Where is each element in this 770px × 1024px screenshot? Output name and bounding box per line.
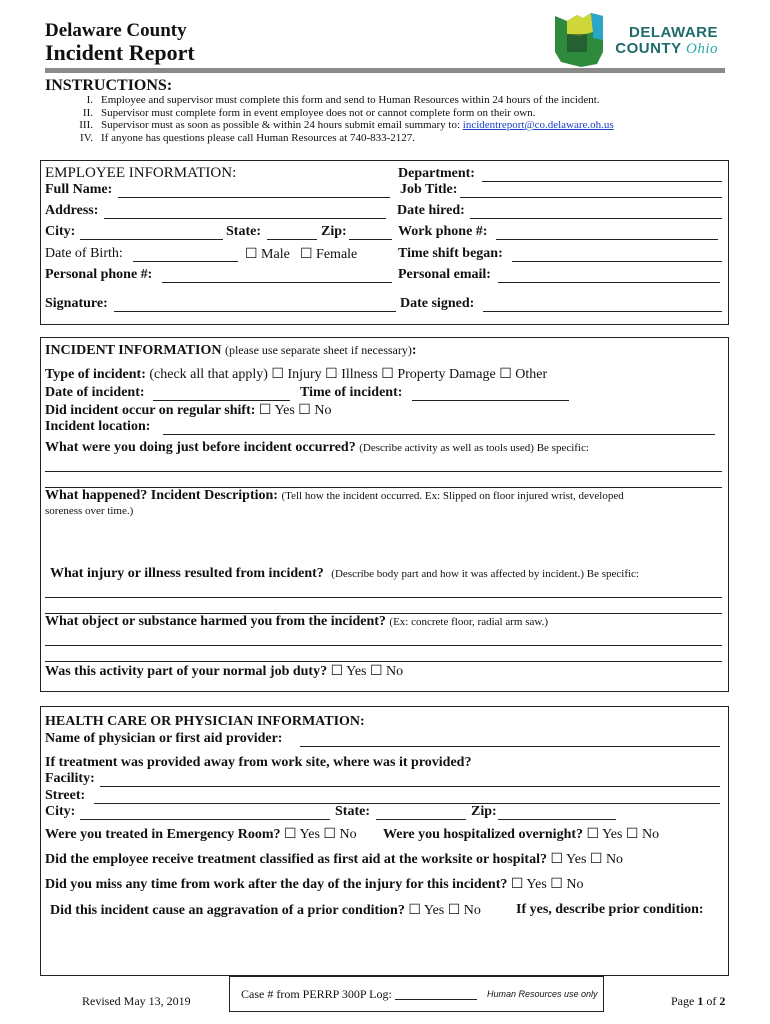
city-field[interactable] bbox=[80, 239, 223, 240]
revised-date: Revised May 13, 2019 bbox=[82, 994, 191, 1008]
address-label: Address: bbox=[45, 203, 99, 218]
incident-location-label: Incident location: bbox=[45, 419, 151, 434]
regular-shift-options[interactable]: ☐ Yes ☐ No bbox=[258, 403, 332, 418]
date-hired-field[interactable] bbox=[470, 218, 722, 219]
normal-duty-options[interactable]: ☐ Yes ☐ No bbox=[330, 664, 404, 679]
personal-phone-label: Personal phone #: bbox=[45, 267, 153, 282]
personal-email-field[interactable] bbox=[498, 282, 720, 283]
work-phone-label: Work phone #: bbox=[398, 224, 488, 239]
doing-answer-line[interactable] bbox=[45, 471, 722, 472]
prior-condition-label: If yes, describe prior condition: bbox=[516, 902, 704, 917]
zip-label: Zip: bbox=[321, 224, 347, 239]
dob-field[interactable] bbox=[133, 261, 238, 262]
email-link[interactable]: incidentreport@co.delaware.oh.us bbox=[462, 119, 614, 131]
zip-field[interactable] bbox=[349, 239, 392, 240]
health-zip-label: Zip: bbox=[471, 804, 497, 819]
er-options[interactable]: ☐ Yes ☐ No bbox=[284, 827, 357, 842]
date-incident-field[interactable] bbox=[153, 400, 290, 401]
personal-phone-field[interactable] bbox=[162, 282, 392, 283]
page-number: Page 1 of 2 bbox=[671, 994, 726, 1008]
er-row: Were you treated in Emergency Room? ☐ Yes ☐ No bbox=[45, 827, 357, 842]
department-label: Department: bbox=[398, 166, 475, 181]
logo-text-county: COUNTY Ohio bbox=[615, 40, 718, 57]
type-incident-options[interactable]: (check all that apply) ☐ Injury ☐ Illness ☐ Property Damage ☐ Other bbox=[149, 367, 548, 382]
happened-question: What happened? Incident Description: (Tell how the incident occurred. Ex: Slipped on floor injured wrist, developed bbox=[45, 488, 624, 503]
job-title-label: Job Title: bbox=[400, 182, 458, 197]
state-label: State: bbox=[226, 224, 261, 239]
facility-field[interactable] bbox=[100, 786, 720, 787]
type-incident-row: Type of incident: (check all that apply) ☐ Injury ☐ Illness ☐ Property Damage ☐ Other bbox=[45, 367, 548, 382]
regular-shift-row: Did incident occur on regular shift: ☐ Yes ☐ No bbox=[45, 403, 332, 418]
health-city-field[interactable] bbox=[80, 819, 330, 820]
normal-duty-row: Was this activity part of your normal job duty? ☐ Yes ☐ No bbox=[45, 664, 404, 679]
instruction-item: II. Supervisor must complete form in event employee does not or cannot complete form on their own. bbox=[82, 106, 536, 119]
case-number-field[interactable] bbox=[395, 999, 477, 1000]
instruction-item: IV. If anyone has questions please call Human Resources at 740-833-2127. bbox=[80, 131, 416, 144]
injury-answer-line[interactable] bbox=[45, 597, 722, 598]
first-aid-row: Did the employee receive treatment classified as first aid at the worksite or hospital? ☐ Yes ☐ No bbox=[45, 852, 624, 867]
happened-answer-area[interactable] bbox=[45, 520, 722, 565]
address-field[interactable] bbox=[104, 218, 386, 219]
case-number-label: Case # from PERRP 300P Log: bbox=[241, 987, 392, 1001]
hr-use-note: Human Resources use only bbox=[487, 989, 598, 999]
first-aid-options[interactable]: ☐ Yes ☐ No bbox=[550, 852, 624, 867]
county-title: Delaware County bbox=[45, 20, 187, 41]
instruction-item: I. Employee and supervisor must complete this form and send to Human Resources within 24 hours of the incident. bbox=[86, 94, 600, 106]
physician-field[interactable] bbox=[300, 746, 720, 747]
ohio-logo-icon bbox=[553, 12, 605, 68]
hospitalized-row: Were you hospitalized overnight? ☐ Yes ☐ No bbox=[383, 827, 660, 842]
state-field[interactable] bbox=[267, 239, 317, 240]
incident-location-field[interactable] bbox=[163, 434, 715, 435]
header-divider bbox=[45, 68, 725, 73]
time-incident-label: Time of incident: bbox=[300, 385, 403, 400]
date-hired-label: Date hired: bbox=[397, 203, 465, 218]
female-checkbox[interactable]: ☐ Female bbox=[300, 247, 358, 262]
department-field[interactable] bbox=[482, 181, 722, 182]
instructions-list bbox=[48, 94, 728, 144]
instruction-item: III. Supervisor must as soon as possible & within 24 hours submit email summary to: incidentreport@co.delaware.oh.us bbox=[79, 119, 614, 131]
aggravation-options[interactable]: ☐ Yes ☐ No bbox=[408, 903, 481, 918]
date-signed-label: Date signed: bbox=[400, 296, 475, 311]
date-incident-label: Date of incident: bbox=[45, 385, 145, 400]
logo-text-delaware: DELAWARE bbox=[628, 24, 718, 41]
street-field[interactable] bbox=[94, 803, 720, 804]
employee-section bbox=[40, 160, 729, 325]
street-label: Street: bbox=[45, 788, 86, 803]
time-shift-field[interactable] bbox=[512, 261, 722, 262]
missed-time-row: Did you miss any time from work after the day of the injury for this incident? ☐ Yes ☐ No bbox=[45, 877, 584, 892]
health-city-label: City: bbox=[45, 804, 76, 819]
health-zip-field[interactable] bbox=[498, 819, 616, 820]
dob-label: Date of Birth: bbox=[45, 246, 123, 261]
happened-note: soreness over time.) bbox=[45, 505, 134, 517]
doing-question: What were you doing just before incident occurred? (Describe activity as well as tools used) Be specific: bbox=[45, 440, 589, 455]
time-shift-label: Time shift began: bbox=[398, 246, 503, 261]
date-signed-field[interactable] bbox=[483, 311, 722, 312]
object-answer-line[interactable] bbox=[45, 661, 722, 662]
full-name-label: Full Name: bbox=[45, 182, 113, 197]
time-incident-field[interactable] bbox=[412, 400, 569, 401]
city-label: City: bbox=[45, 224, 76, 239]
page-title: Incident Report bbox=[45, 40, 195, 65]
personal-email-label: Personal email: bbox=[398, 267, 491, 282]
object-question: What object or substance harmed you from the incident? (Ex: concrete floor, radial arm saw.) bbox=[45, 614, 548, 629]
employee-heading: EMPLOYEE INFORMATION: bbox=[45, 165, 237, 181]
signature-label: Signature: bbox=[45, 296, 108, 311]
work-phone-field[interactable] bbox=[496, 239, 718, 240]
incident-heading: INCIDENT INFORMATION (please use separate sheet if necessary): bbox=[45, 343, 417, 358]
instructions-title: INSTRUCTIONS: bbox=[45, 77, 173, 94]
job-title-field[interactable] bbox=[460, 197, 722, 198]
away-question: If treatment was provided away from work site, where was it provided? bbox=[45, 755, 472, 770]
signature-field[interactable] bbox=[114, 311, 396, 312]
aggravation-row: Did this incident cause an aggravation of a prior condition? ☐ Yes ☐ No bbox=[50, 903, 481, 918]
injury-question: What injury or illness resulted from incident? (Describe body part and how it was affected by incident.) Be specific: bbox=[50, 566, 639, 581]
hospitalized-options[interactable]: ☐ Yes ☐ No bbox=[586, 827, 660, 842]
prior-condition-area[interactable] bbox=[45, 920, 722, 972]
health-state-label: State: bbox=[335, 804, 370, 819]
health-state-field[interactable] bbox=[376, 819, 466, 820]
object-answer-line[interactable] bbox=[45, 645, 722, 646]
missed-time-options[interactable]: ☐ Yes ☐ No bbox=[510, 877, 584, 892]
male-checkbox[interactable]: ☐ Male bbox=[245, 247, 290, 262]
health-heading: HEALTH CARE OR PHYSICIAN INFORMATION: bbox=[45, 714, 365, 729]
facility-label: Facility: bbox=[45, 771, 95, 786]
physician-label: Name of physician or first aid provider: bbox=[45, 731, 283, 746]
full-name-field[interactable] bbox=[118, 197, 390, 198]
